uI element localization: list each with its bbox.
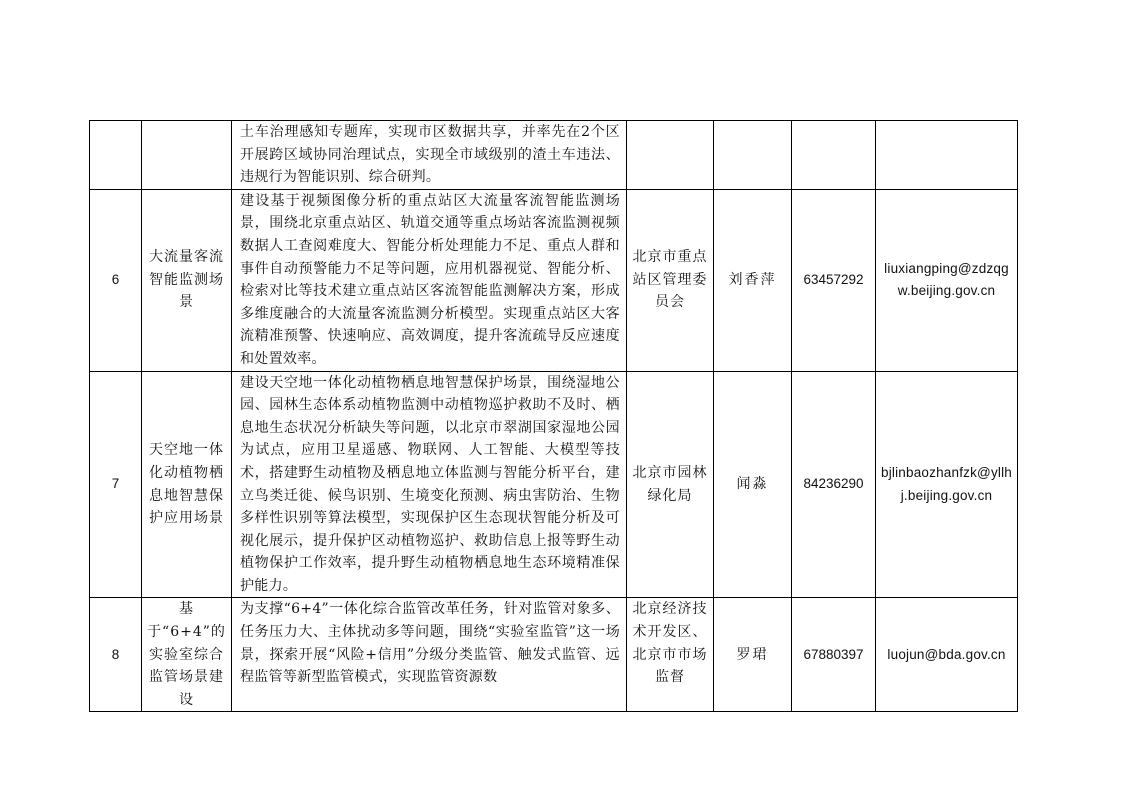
contact-phone	[792, 121, 876, 190]
scenario-name: 天空地一体化动植物栖息地智慧保护应用场景	[142, 371, 232, 598]
scenario-name: 大流量客流智能监测场景	[142, 189, 232, 371]
contact-email: luojun@bda.gov.cn	[876, 598, 1018, 712]
row-number: 8	[90, 598, 142, 712]
project-table	[89, 120, 1018, 712]
contact-email	[876, 121, 1018, 190]
responsible-unit: 北京市重点站区管理委员会	[627, 189, 714, 371]
contact-phone: 84236290	[792, 371, 876, 598]
row-number: 7	[90, 371, 142, 598]
contact-person: 罗珺	[714, 598, 792, 712]
contact-person: 刘香萍	[714, 189, 792, 371]
scenario-description: 建设基于视频图像分析的重点站区大流量客流智能监测场景，围绕北京重点站区、轨道交通等重点场站客流监测视频数据人工查阅难度大、智能分析处理能力不足、重点人群和事件自动预警能力不足等问题，应用机器视觉、智能分析、检索对比等技术建立重点站区客流智能监测解决方案，形成多维度融合的大流量客流监测分析模型。实现重点站区大客流精准预警、快速响应、高效调度，提升客流疏导反应速度和处置效率。	[232, 189, 627, 371]
row-number: 6	[90, 189, 142, 371]
responsible-unit: 北京市园林绿化局	[627, 371, 714, 598]
contact-email: liuxiangping@zdzqgw.beijing.gov.cn	[876, 189, 1018, 371]
table-row	[90, 121, 1018, 190]
contact-person: 闻淼	[714, 371, 792, 598]
contact-email: bjlinbaozhanfzk@yllhj.beijing.gov.cn	[876, 371, 1018, 598]
table-row	[90, 189, 1018, 371]
contact-phone: 63457292	[792, 189, 876, 371]
scenario-description: 土车治理感知专题库，实现市区数据共享，并率先在2个区开展跨区域协同治理试点，实现全市域级别的渣土车违法、违规行为智能识别、综合研判。	[232, 121, 627, 190]
responsible-unit	[627, 121, 714, 190]
scenario-name: 基于“6+4”的实验室综合监管场景建设	[142, 598, 232, 712]
table-row	[90, 598, 1018, 712]
responsible-unit: 北京经济技术开发区、北京市市场监督	[627, 598, 714, 712]
scenario-name	[142, 121, 232, 190]
scenario-description: 为支撑“6+4”一体化综合监管改革任务，针对监管对象多、任务压力大、主体扰动多等问题，围绕“实验室监管”这一场景，探索开展“风险+信用”分级分类监管、触发式监管、远程监管等新型监管模式，实现监管资源数	[232, 598, 627, 712]
table-row	[90, 371, 1018, 598]
row-number	[90, 121, 142, 190]
contact-phone: 67880397	[792, 598, 876, 712]
scenario-description: 建设天空地一体化动植物栖息地智慧保护场景，围绕湿地公园、园林生态体系动植物监测中动植物巡护救助不及时、栖息地生态状况分析缺失等问题，以北京市翠湖国家湿地公园为试点，应用卫星遥感、物联网、人工智能、大模型等技术，搭建野生动植物及栖息地立体监测与智能分析平台，建立鸟类迁徙、候鸟识别、生境变化预测、病虫害防治、生物多样性识别等算法模型，实现保护区生态现状智能分析及可视化展示，提升保护区动植物巡护、救助信息上报等野生动植物保护工作效率，提升野生动植物栖息地生态环境精准保护能力。	[232, 371, 627, 598]
contact-person	[714, 121, 792, 190]
